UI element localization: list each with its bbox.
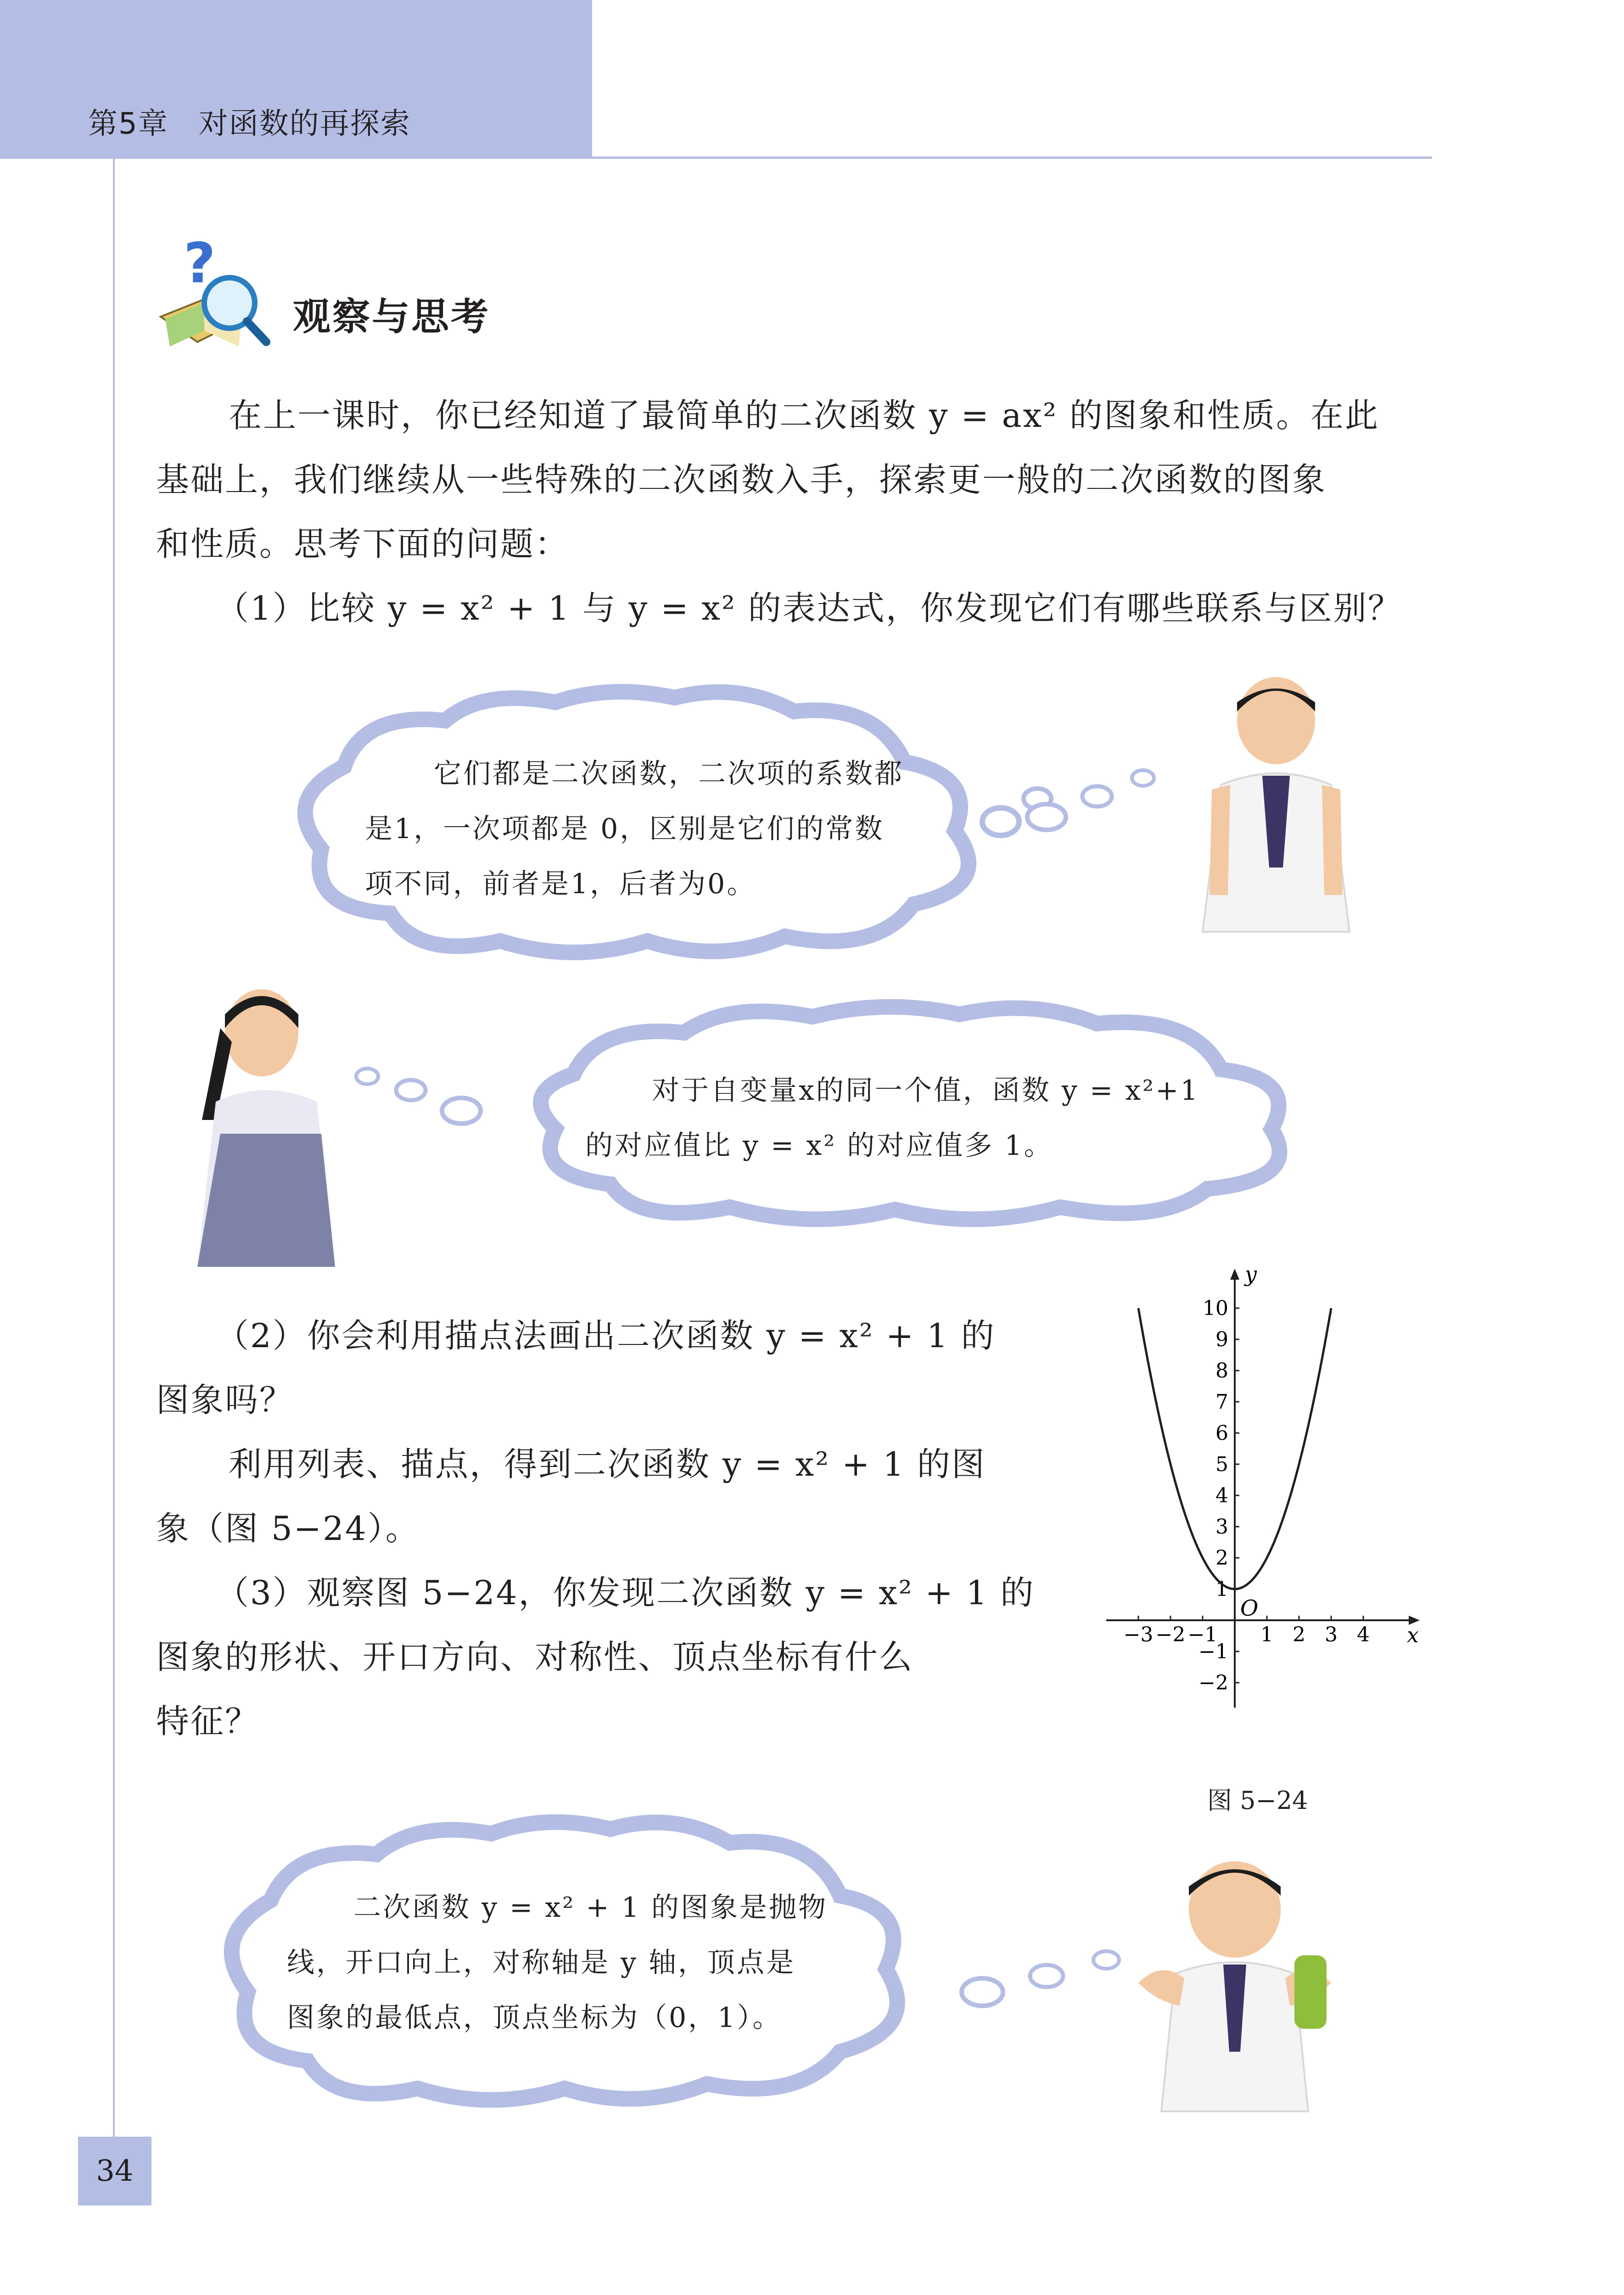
chapter-title: 第5章 对函数的再探索 xyxy=(88,107,411,141)
question-2-line-2: 图象吗？ xyxy=(156,1381,294,1419)
origin-label: O xyxy=(1240,1595,1259,1621)
y-tick-label: 6 xyxy=(1215,1422,1228,1445)
question-3-line-1: （3）观察图 5−24，你发现二次函数 y = x² + 1 的 xyxy=(216,1573,1035,1612)
bubble-girl-line-2: 的对应值比 y = x² 的对应值多 1。 xyxy=(585,1130,1053,1162)
y-tick-label: 10 xyxy=(1203,1297,1228,1320)
y-tick-label: −2 xyxy=(1198,1671,1228,1695)
bubble-boy-2-line-3: 图象的最低点，顶点坐标为（0，1）。 xyxy=(287,2002,782,2034)
bubble-boy-2-line-2: 线，开口向上，对称轴是 y 轴，顶点是 xyxy=(287,1947,796,1979)
bubble-boy-2-line-1: 二次函数 y = x² + 1 的图象是抛物 xyxy=(353,1892,828,1924)
girl-student-photo xyxy=(188,982,344,1267)
y-tick-label: 9 xyxy=(1215,1328,1228,1351)
bubble-trail-girl xyxy=(349,1065,487,1134)
margin-rule xyxy=(113,158,115,2137)
y-tick-label: 3 xyxy=(1215,1515,1228,1539)
y-tick-label: 1 xyxy=(1215,1578,1228,1601)
y-tick-label: 2 xyxy=(1215,1546,1228,1570)
magnifier-book-question-icon xyxy=(151,232,275,353)
graph-tick-labels xyxy=(1124,1297,1370,1695)
svg-text:?: ? xyxy=(184,232,216,296)
page-number: 34 xyxy=(96,2154,134,2188)
x-tick-label: 4 xyxy=(1357,1623,1370,1646)
x-tick-label: −2 xyxy=(1155,1623,1186,1646)
plot-line-1: 利用列表、描点，得到二次函数 y = x² + 1 的图 xyxy=(229,1445,986,1483)
figure-caption: 图 5−24 xyxy=(1207,1786,1308,1815)
x-tick-label: −3 xyxy=(1123,1623,1154,1646)
x-axis-label: x xyxy=(1407,1623,1419,1647)
bubble-trail-boy-1 xyxy=(1010,757,1193,849)
question-3-line-2: 图象的形状、开口方向、对称性、顶点坐标有什么 xyxy=(156,1638,914,1676)
y-axis-label: y xyxy=(1245,1262,1257,1287)
parabola-graph xyxy=(1079,1262,1441,1776)
bubble-boy-1-line-3: 项不同，前者是1，后者为0。 xyxy=(365,868,756,900)
y-tick-label: 7 xyxy=(1215,1390,1228,1414)
x-tick-label: 3 xyxy=(1325,1623,1338,1646)
y-tick-label: 5 xyxy=(1215,1453,1228,1476)
boy-student-photo-2 xyxy=(1120,1854,1350,2111)
y-tick-label: −1 xyxy=(1198,1640,1228,1663)
y-tick-label: 8 xyxy=(1215,1359,1228,1383)
bubble-girl-line-1: 对于自变量x的同一个值，函数 y = x²+1 xyxy=(652,1075,1200,1107)
question-2-line-1: （2）你会利用描点法画出二次函数 y = x² + 1 的 xyxy=(216,1316,996,1355)
bubble-boy-1-line-2: 是1，一次项都是 0，区别是它们的常数 xyxy=(365,813,885,845)
question-3-line-3: 特征？ xyxy=(156,1702,260,1741)
intro-line-3: 和性质。思考下面的问题： xyxy=(156,525,570,563)
bubble-boy-1-line-1: 它们都是二次函数，二次项的系数都 xyxy=(434,758,904,790)
intro-line-1: 在上一课时，你已经知道了最简单的二次函数 y = ax² 的图象和性质。在此 xyxy=(229,396,1379,435)
plot-line-2: 象（图 5−24）。 xyxy=(156,1509,420,1548)
x-tick-label: −1 xyxy=(1187,1623,1218,1646)
y-axis-arrow xyxy=(1230,1269,1239,1280)
header-rule xyxy=(0,157,1432,159)
section-title: 观察与思考 xyxy=(293,295,491,339)
boy-student-photo xyxy=(1184,675,1368,932)
x-tick-label: 2 xyxy=(1293,1623,1305,1646)
question-1: （1）比较 y = x² + 1 与 y = x² 的表达式，你发现它们有哪些联系与区别？ xyxy=(216,589,1402,627)
bubble-trail-boy-2 xyxy=(950,1928,1143,2020)
x-tick-label: 1 xyxy=(1260,1623,1273,1646)
y-tick-label: 4 xyxy=(1215,1484,1228,1507)
intro-line-2: 基础上，我们继续从一些特殊的二次函数入手，探索更一般的二次函数的图象 xyxy=(156,460,1327,499)
